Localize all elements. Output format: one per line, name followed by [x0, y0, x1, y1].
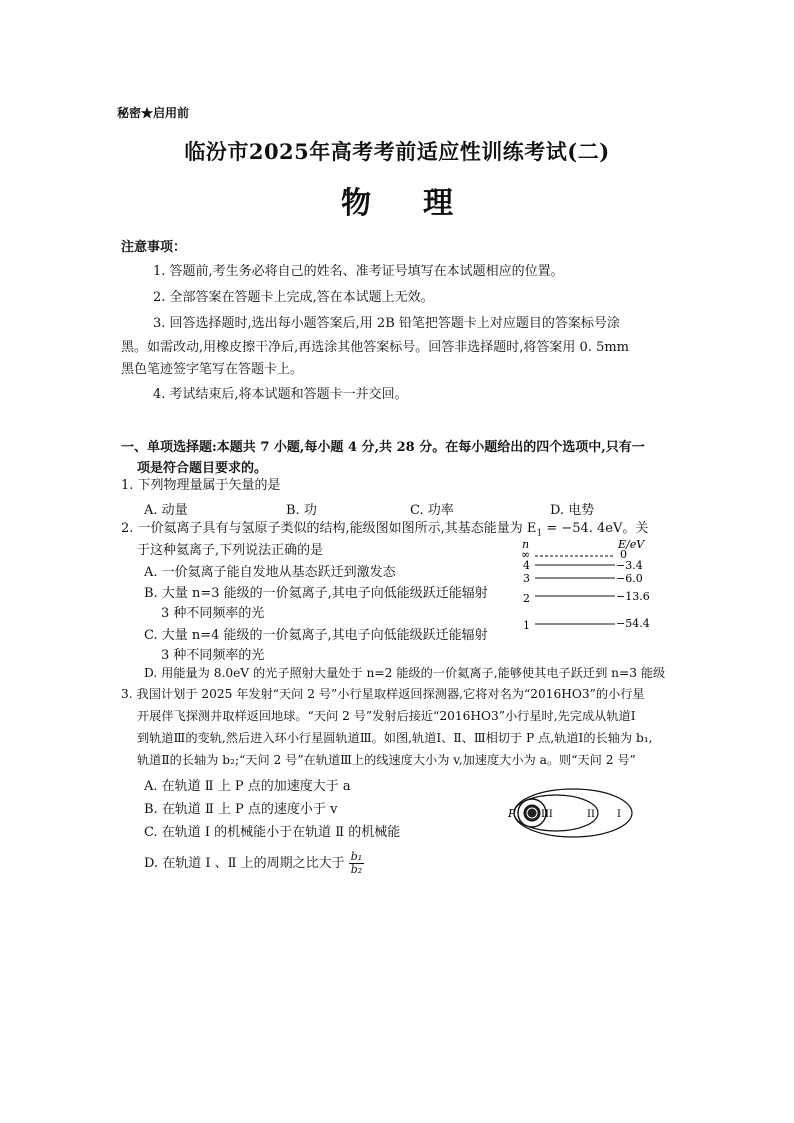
q3-stem-line3: 到轨道Ⅲ的变轨,然后进入环小行星圆轨道Ⅲ。如图,轨道Ⅰ、Ⅱ、Ⅲ相切于 P 点,轨道Ⅰ的长轴为 b₁, [137, 731, 653, 745]
notice-item-3: 3. 回答选择题时,选出每小题答案后,用 2B 铅笔把答题卡上对应题目的答案标号涂 [153, 316, 620, 331]
level-e-inf: 0 [620, 548, 627, 561]
notice-heading: 注意事项： [121, 240, 187, 255]
q2-option-a: A. 一价氦离子能自发地从基态跃迁到激发态 [144, 565, 396, 580]
diagram-n-label: n [522, 538, 530, 551]
q3-option-a: A. 在轨道 Ⅱ 上 P 点的加速度大于 a [144, 779, 351, 794]
level-n-inf: ∞ [521, 548, 531, 561]
level-n-2: 2 [523, 592, 530, 605]
q1-stem: 1. 下列物理量属于矢量的是 [121, 478, 281, 493]
section-heading: 一、单项选择题:本题共 7 小题,每小题 4 分,共 28 分。在每小题给出的四个选项中,只有一 [121, 440, 645, 455]
level-n-3: 3 [523, 572, 530, 585]
q3-option-d-text: D. 在轨道 Ⅰ 、Ⅱ 上的周期之比大于 [144, 856, 345, 871]
notice-item-1: 1. 答题前,考生务必将自己的姓名、准考证号填写在本试题相应的位置。 [153, 264, 564, 279]
q2-option-b-cont: 3 种不同频率的光 [161, 606, 265, 621]
fraction-denominator: b₂ [350, 863, 363, 876]
energy-level-diagram [515, 537, 655, 637]
orbit-diagram [500, 784, 640, 844]
q2-option-b: B. 大量 n=3 能级的一价氦离子,其电子向低能级跃迁能辐射 [144, 586, 488, 601]
orbit-2-label: II [587, 809, 595, 820]
q2-stem-value: = −54. 4eV。关 [542, 521, 649, 536]
notice-item-3-cont: 黑。如需改动,用橡皮擦干净后,再选涂其他答案标号。回答非选择题时,将答案用 0. 5mm [121, 340, 629, 355]
level-e-1: −54.4 [616, 617, 650, 630]
orbit-1-label: I [617, 809, 621, 820]
q3-stem-line2: 开展伴飞探测并取样返回地球。“天问 2 号”发射后接近“2016HO3”小行星时,先完成从轨道Ⅰ [137, 709, 636, 723]
level-e-3: −6.0 [616, 572, 643, 585]
q1-option-d: D. 电势 [550, 503, 595, 518]
q3-stem-line1: 3. 我国计划于 2025 年发射“天问 2 号”小行星取样返回探测器,它将对名为“2016HO3”的小行星 [121, 687, 645, 701]
q1-option-b: B. 功 [286, 503, 317, 518]
notice-item-2: 2. 全部答案在答题卡上完成,答在本试题上无效。 [153, 290, 434, 305]
notice-item-4: 4. 考试结束后,将本试题和答题卡一并交回。 [153, 387, 408, 402]
asteroid-body [524, 805, 540, 821]
diagram-e-label: E/eV [618, 538, 645, 551]
subject-title: 物理 [341, 186, 505, 221]
q3-option-b: B. 在轨道 Ⅱ 上 P 点的速度小于 v [144, 802, 338, 817]
notice-item-3-cont2: 黑色笔迹签字笔写在答题卡上。 [121, 362, 304, 377]
point-p-label: P [508, 807, 516, 820]
q3-option-d-fraction [349, 851, 364, 876]
q2-stem-line2: 于这种氦离子,下列说法正确的是 [137, 543, 324, 558]
q3-option-c: C. 在轨道 Ⅰ 的机械能小于在轨道 Ⅱ 的机械能 [144, 825, 401, 840]
q2-option-c: C. 大量 n=4 能级的一价氦离子,其电子向低能级跃迁能辐射 [144, 628, 488, 643]
q2-option-c-cont: 3 种不同频率的光 [161, 648, 265, 663]
section-heading-cont: 项是符合题目要求的。 [137, 461, 268, 476]
q2-stem-subscript: 1 [536, 528, 543, 539]
q3-stem-line4: 轨道Ⅱ的长轴为 b₂;“天问 2 号”在轨道Ⅲ上的线速度大小为 v,加速度大小为 a。则“天问 2 号” [137, 753, 636, 767]
exam-title: 临汾市2025年高考考前适应性训练考试(二) [184, 139, 610, 164]
q1-option-a: A. 动量 [144, 503, 188, 518]
q3-option-d [144, 851, 364, 876]
level-n-1: 1 [523, 619, 530, 632]
orbit-3-label: III [541, 809, 553, 820]
q2-stem-text: 2. 一价氦离子具有与氢原子类似的结构,能级图如图所示,其基态能量为 E [121, 521, 537, 536]
q2-option-d: D. 用能量为 8.0eV 的光子照射大量处于 n=2 能级的一价氦离子,能够使其电子跃迁到 n=3 能级 [144, 666, 666, 680]
level-e-4: −3.4 [616, 559, 643, 572]
level-e-2: −13.6 [616, 590, 650, 603]
fraction-numerator: b₁ [350, 850, 363, 863]
level-n-4: 4 [523, 559, 530, 572]
q1-option-c: C. 功率 [410, 503, 454, 518]
secret-label: 秘密★启用前 [117, 106, 190, 120]
